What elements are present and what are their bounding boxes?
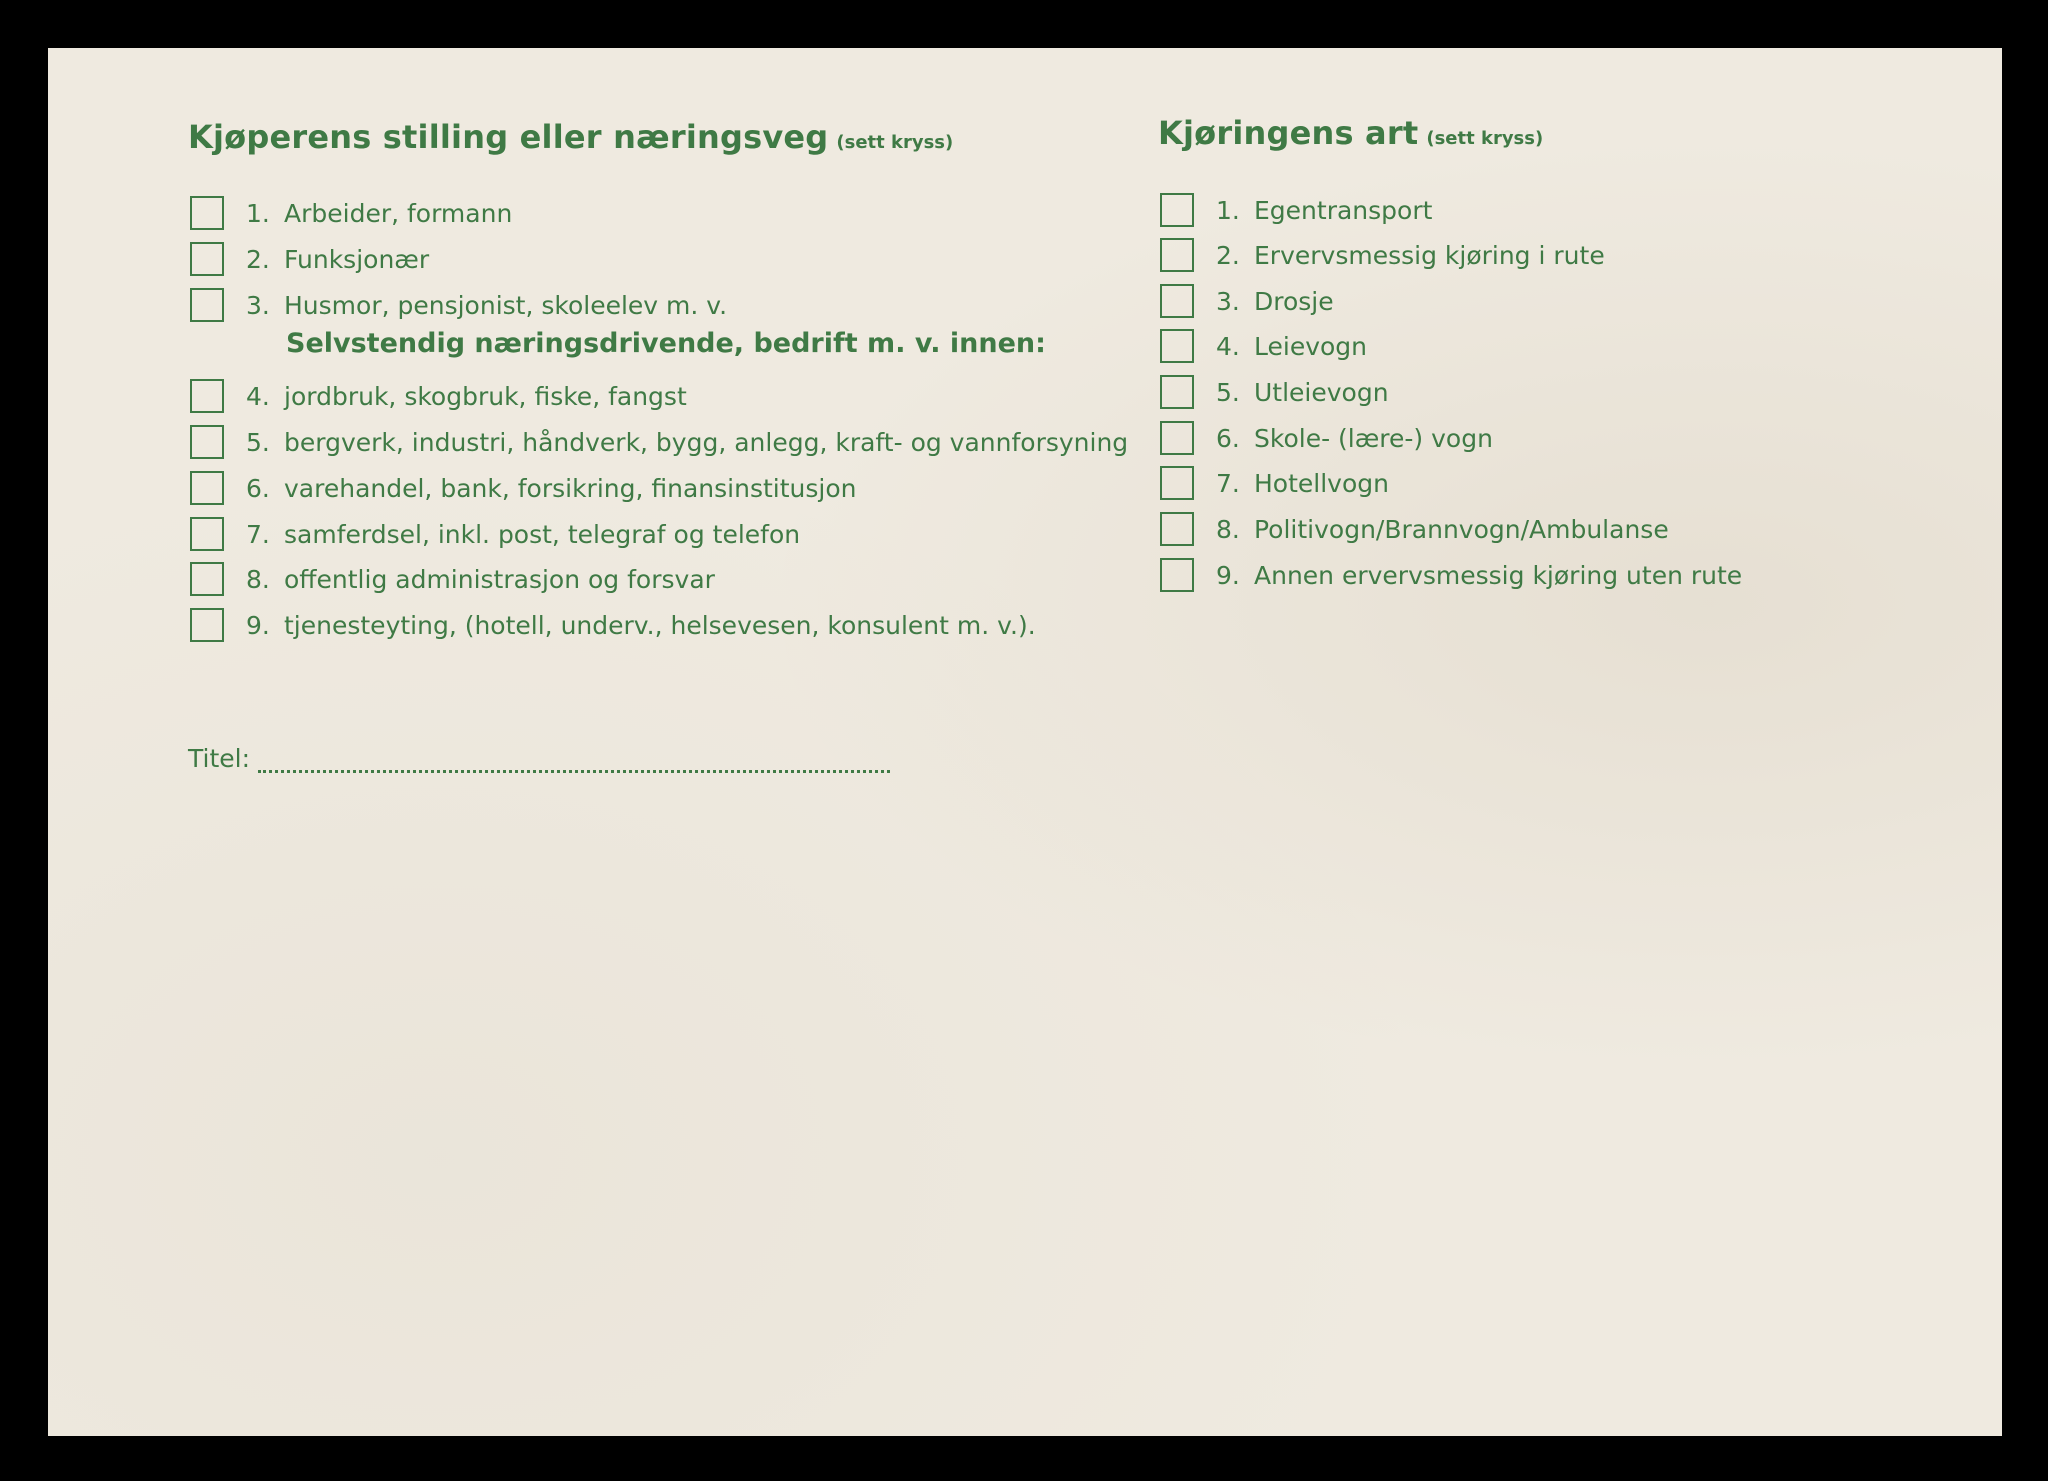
driving-number: 1. — [1216, 195, 1240, 225]
buyer-occupation-heading — [188, 118, 953, 156]
occupation-number: 8. — [246, 564, 270, 594]
occupation-number: 7. — [246, 519, 270, 549]
driving-label: Drosje — [1254, 286, 1334, 316]
driving-checkbox-4[interactable] — [1160, 329, 1194, 363]
occupation-label: bergverk, industri, håndverk, bygg, anlegg, kraft- og vannforsyning — [284, 427, 1129, 457]
driving-number: 8. — [1216, 514, 1240, 544]
driving-checkbox-5[interactable] — [1160, 375, 1194, 409]
driving-checkbox-7[interactable] — [1160, 466, 1194, 500]
self-employed-subheading: Selvstendig næringsdrivende, bedrift m. v. innen: — [286, 328, 1046, 359]
driving-number: 4. — [1216, 331, 1240, 361]
driving-number: 7. — [1216, 468, 1240, 498]
driving-number: 3. — [1216, 286, 1240, 316]
occupation-label: Husmor, pensjonist, skoleelev m. v. — [284, 290, 728, 320]
occupation-checkbox-7[interactable] — [190, 517, 224, 551]
occupation-option-5 — [190, 422, 1128, 462]
driving-number: 5. — [1216, 377, 1240, 407]
driving-label: Hotellvogn — [1254, 468, 1389, 498]
occupation-label: varehandel, bank, forsikring, finansinstitusjon — [284, 473, 857, 503]
occupation-number: 6. — [246, 473, 270, 503]
occupation-number: 9. — [246, 610, 270, 640]
occupation-number: 1. — [246, 198, 270, 228]
driving-option-4 — [1160, 326, 1367, 366]
occupation-option-8 — [190, 559, 715, 599]
driving-checkbox-6[interactable] — [1160, 421, 1194, 455]
occupation-checkbox-6[interactable] — [190, 471, 224, 505]
driving-option-5 — [1160, 372, 1389, 412]
driving-type-hint: (sett kryss) — [1426, 128, 1544, 149]
occupation-checkbox-8[interactable] — [190, 562, 224, 596]
occupation-number: 2. — [246, 244, 270, 274]
driving-checkbox-8[interactable] — [1160, 512, 1194, 546]
driving-checkbox-2[interactable] — [1160, 238, 1194, 272]
occupation-number: 4. — [246, 381, 270, 411]
driving-option-1 — [1160, 190, 1432, 230]
driving-number: 2. — [1216, 240, 1240, 270]
occupation-number: 3. — [246, 290, 270, 320]
driving-option-2 — [1160, 235, 1605, 275]
driving-checkbox-1[interactable] — [1160, 193, 1194, 227]
buyer-occupation-title: Kjøperens stilling eller næringsveg — [188, 118, 829, 156]
occupation-checkbox-1[interactable] — [190, 196, 224, 230]
driving-number: 9. — [1216, 560, 1240, 590]
driving-label: Skole- (lære-) vogn — [1254, 423, 1493, 453]
driving-label: Utleievogn — [1254, 377, 1389, 407]
occupation-option-9 — [190, 605, 1036, 645]
driving-option-3 — [1160, 281, 1334, 321]
occupation-option-4 — [190, 376, 687, 416]
occupation-checkbox-3[interactable] — [190, 288, 224, 322]
driving-label: Egentransport — [1254, 195, 1433, 225]
title-input-line[interactable] — [258, 744, 890, 773]
occupation-checkbox-9[interactable] — [190, 608, 224, 642]
form-card — [48, 48, 2002, 1436]
driving-option-7 — [1160, 463, 1389, 503]
driving-checkbox-9[interactable] — [1160, 558, 1194, 592]
driving-type-title: Kjøringens art — [1158, 114, 1419, 152]
driving-option-6 — [1160, 418, 1493, 458]
driving-option-9 — [1160, 555, 1742, 595]
occupation-option-6 — [190, 468, 857, 508]
occupation-number: 5. — [246, 427, 270, 457]
driving-option-8 — [1160, 509, 1669, 549]
occupation-label: samferdsel, inkl. post, telegraf og telefon — [284, 519, 801, 549]
driving-label: Politivogn/Brannvogn/Ambulanse — [1254, 514, 1669, 544]
occupation-option-3 — [190, 285, 727, 325]
occupation-option-2 — [190, 239, 429, 279]
occupation-checkbox-2[interactable] — [190, 242, 224, 276]
title-field — [188, 744, 890, 773]
driving-label: Ervervsmessig kjøring i rute — [1254, 240, 1605, 270]
driving-label: Annen ervervsmessig kjøring uten rute — [1254, 560, 1743, 590]
title-label: Titel: — [188, 744, 250, 773]
occupation-label: offentlig administrasjon og forsvar — [284, 564, 715, 594]
driving-type-heading — [1158, 114, 1543, 152]
buyer-occupation-hint: (sett kryss) — [836, 132, 954, 153]
occupation-label: Arbeider, formann — [284, 198, 513, 228]
driving-number: 6. — [1216, 423, 1240, 453]
occupation-option-1 — [190, 193, 512, 233]
occupation-option-7 — [190, 514, 800, 554]
occupation-checkbox-4[interactable] — [190, 379, 224, 413]
driving-checkbox-3[interactable] — [1160, 284, 1194, 318]
occupation-label: Funksjonær — [284, 244, 430, 274]
occupation-label: tjenesteyting, (hotell, underv., helsevesen, konsulent m. v.). — [284, 610, 1036, 640]
occupation-label: jordbruk, skogbruk, fiske, fangst — [284, 381, 687, 411]
occupation-checkbox-5[interactable] — [190, 425, 224, 459]
driving-label: Leievogn — [1254, 331, 1368, 361]
